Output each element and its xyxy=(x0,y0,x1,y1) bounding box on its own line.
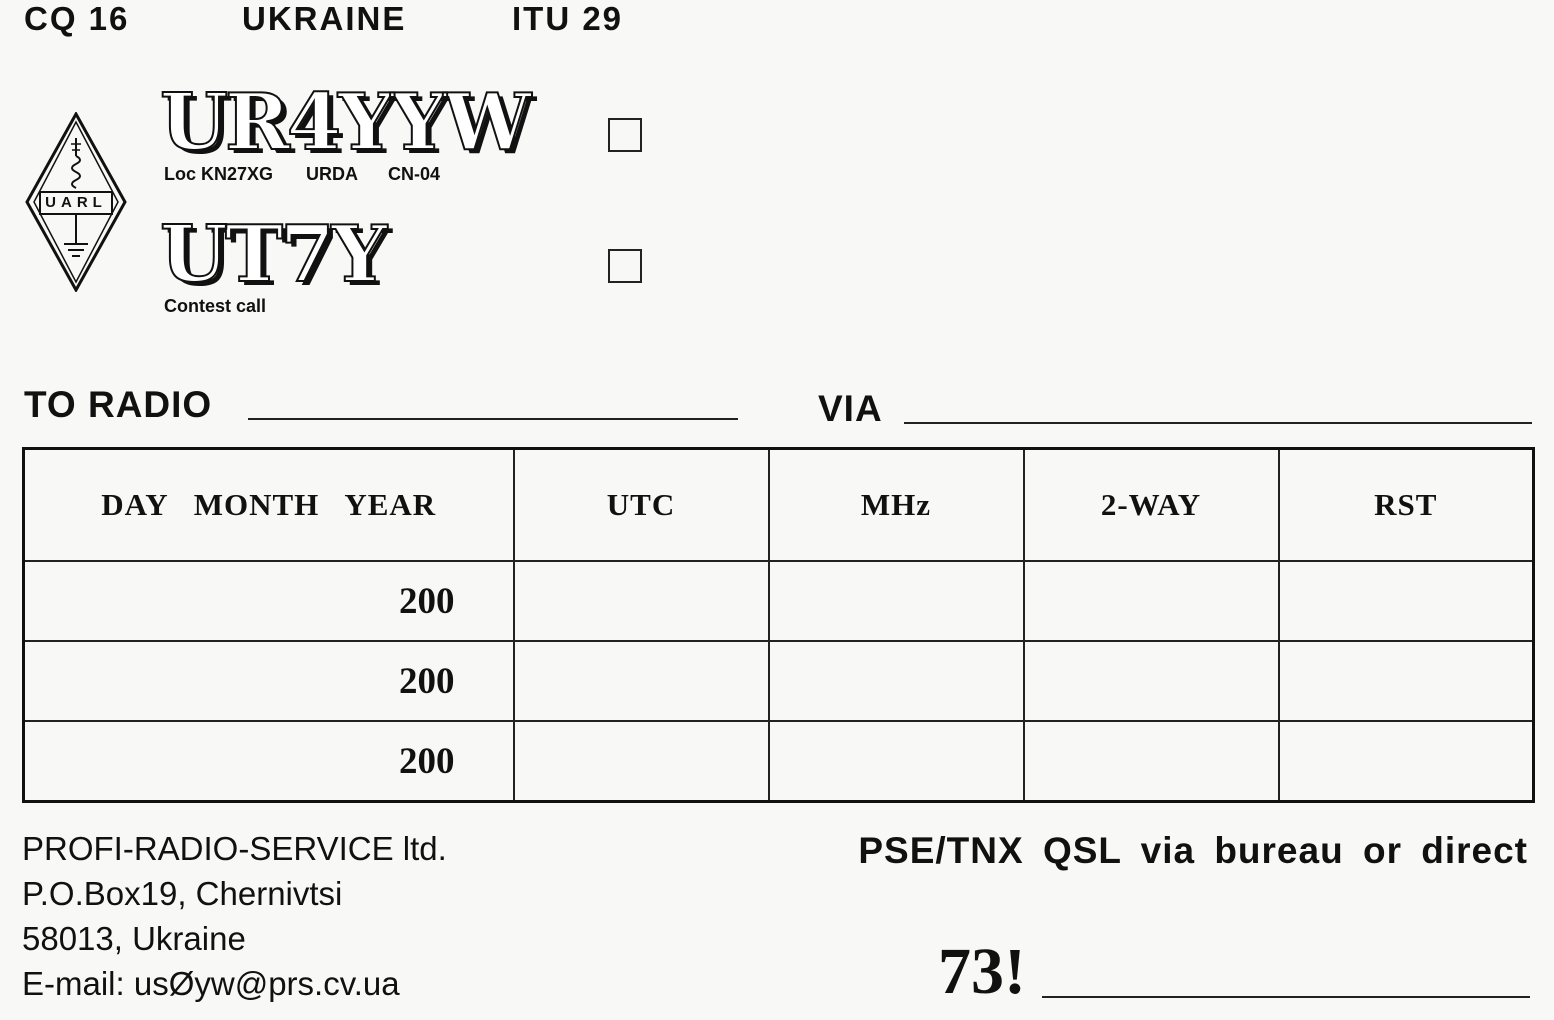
contest-callsign-checkbox[interactable] xyxy=(608,249,642,283)
two-way-cell[interactable] xyxy=(1024,641,1279,721)
table-header-row xyxy=(24,449,1534,562)
rst-cell[interactable] xyxy=(1279,721,1534,802)
date-cell[interactable]: 200 xyxy=(24,561,514,641)
locator: Loc KN27XG xyxy=(164,164,274,184)
qso-table xyxy=(22,447,1535,803)
utc-cell[interactable] xyxy=(514,561,769,641)
date-cell[interactable]: 200 xyxy=(24,641,514,721)
po-box: P.O.Box19, Chernivtsi xyxy=(22,875,343,912)
two-way-cell[interactable] xyxy=(1024,561,1279,641)
main-callsign-checkbox[interactable] xyxy=(608,118,642,152)
rst-header: RST xyxy=(1279,449,1534,562)
signature-line[interactable] xyxy=(1042,996,1530,998)
main-callsign: UR4YYW xyxy=(160,77,529,168)
table-row xyxy=(24,561,1534,641)
mhz-header: MHz xyxy=(769,449,1024,562)
qsl-request: PSE/TNX QSL via bureau or direct xyxy=(858,830,1528,871)
uarl-logo xyxy=(24,112,128,292)
cq-zone: CQ 16 xyxy=(24,0,130,37)
company-name: PROFI-RADIO-SERVICE ltd. xyxy=(22,830,447,867)
contest-callsign: UT7Y xyxy=(160,209,385,300)
itu-zone: ITU 29 xyxy=(512,0,624,37)
contest-call-label: Contest call xyxy=(164,296,267,316)
seventy-three: 73! xyxy=(938,935,1026,1008)
urda-code: URDA xyxy=(306,164,358,184)
country: UKRAINE xyxy=(242,0,407,37)
two-way-cell[interactable] xyxy=(1024,721,1279,802)
table-row xyxy=(24,721,1534,802)
zip-country: 58013, Ukraine xyxy=(22,920,246,957)
via-label: VIA xyxy=(818,388,883,429)
table-row xyxy=(24,641,1534,721)
email[interactable]: E-mail: usØyw@prs.cv.ua xyxy=(22,965,400,1002)
address-block xyxy=(22,826,447,1006)
mhz-cell[interactable] xyxy=(769,561,1024,641)
to-radio-line[interactable] xyxy=(248,418,738,420)
logo-text: UARL xyxy=(45,194,107,211)
utc-header: UTC xyxy=(514,449,769,562)
utc-cell[interactable] xyxy=(514,641,769,721)
two-way-header: 2-WAY xyxy=(1024,449,1279,562)
mhz-cell[interactable] xyxy=(769,721,1024,802)
date-header: DAY MONTH YEAR xyxy=(24,449,514,562)
cn-code: CN-04 xyxy=(388,164,441,184)
to-radio-label: TO RADIO xyxy=(24,384,213,425)
utc-cell[interactable] xyxy=(514,721,769,802)
via-line[interactable] xyxy=(904,422,1532,424)
mhz-cell[interactable] xyxy=(769,641,1024,721)
rst-cell[interactable] xyxy=(1279,561,1534,641)
date-cell[interactable]: 200 xyxy=(24,721,514,802)
rst-cell[interactable] xyxy=(1279,641,1534,721)
